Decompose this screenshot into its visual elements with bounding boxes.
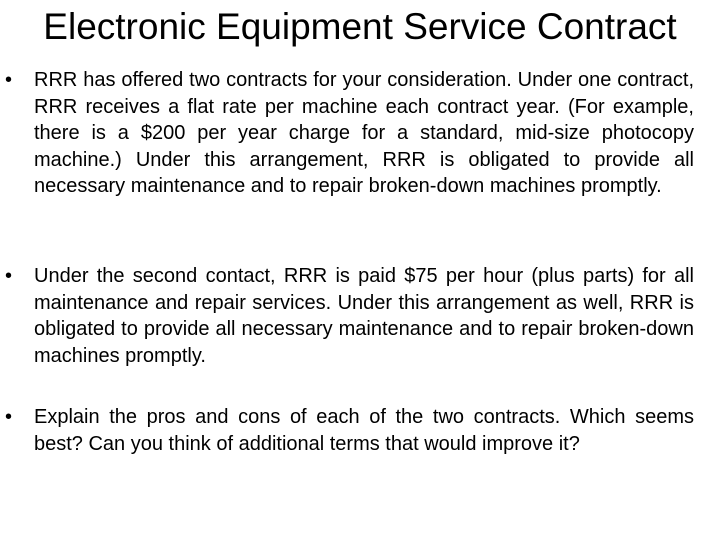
bullet-icon: • (5, 69, 13, 91)
slide-title: Electronic Equipment Service Contract (43, 6, 677, 47)
bullet-icon: • (5, 265, 13, 287)
bullet-text: RRR has offered two contracts for your consideration. Under one contract, RRR receives a flat rate per machine each contract year. (For example, there is a $200 per year charge for a standard, mid-size photocopy machine.) Under this arrangement, RRR is obligated to provide all necessary maintenance and to repair broken-down machines promptly. (34, 69, 694, 197)
bullet-text: Under the second contact, RRR is paid $75 per hour (plus parts) for all maintenance and repair services. Under this arrangement as well, RRR is obligated to provide all necessary maintenance and to repair broken-down machines promptly. (34, 265, 694, 367)
bullet-text: Explain the pros and cons of each of the two contracts. Which seems best? Can you think of additional terms that would improve it? (34, 406, 694, 455)
bullet-icon: • (5, 406, 13, 428)
